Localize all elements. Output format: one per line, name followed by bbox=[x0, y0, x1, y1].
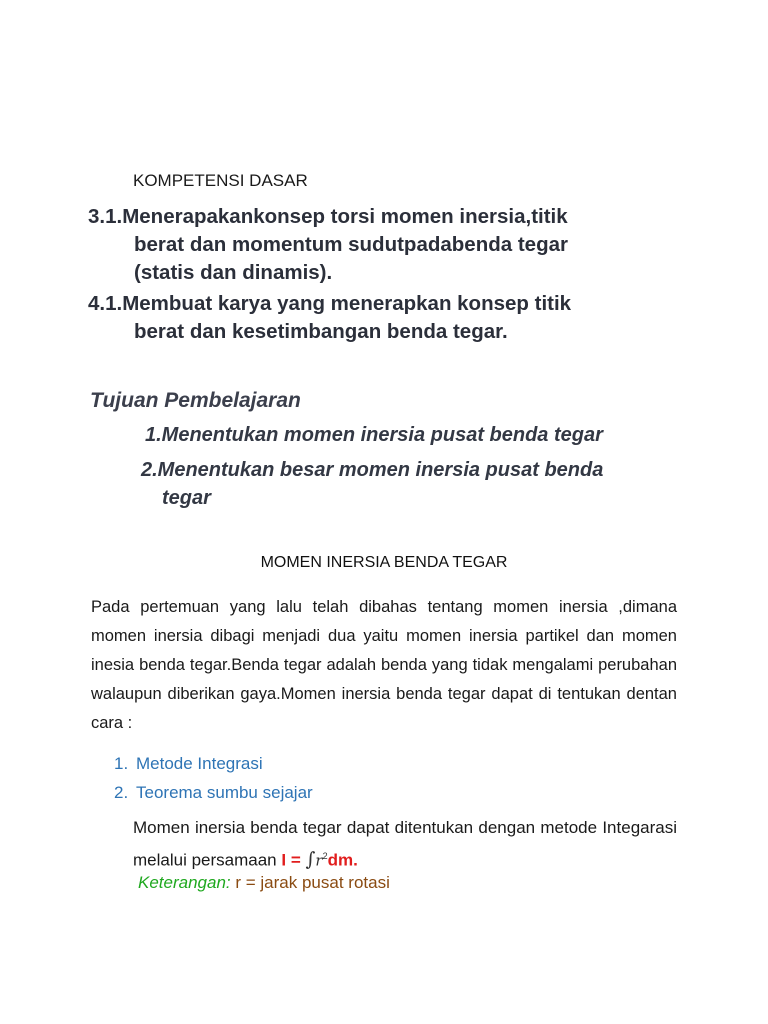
tujuan-item-2-line-2: tegar bbox=[162, 487, 211, 509]
method-description bbox=[133, 814, 677, 875]
kompetensi-item-1-line-1: 3.1.Menerapakankonsep torsi momen inersia,titik bbox=[88, 205, 568, 228]
keterangan-text: r = jarak pusat rotasi bbox=[235, 873, 390, 892]
section-title: MOMEN INERSIA BENDA TEGAR bbox=[260, 554, 508, 571]
method-label: Teorema sumbu sejajar bbox=[136, 783, 313, 802]
kompetensi-item-2-line-1: 4.1.Membuat karya yang menerapkan konsep titik bbox=[88, 292, 572, 315]
kompetensi-item-1-line-2: berat dan momentum sudutpadabenda tegar bbox=[134, 233, 568, 256]
method-list-item-2 bbox=[114, 783, 313, 803]
kompetensi-item-1-line-3: (statis dan dinamis). bbox=[134, 261, 333, 284]
formula-rhs: dm. bbox=[327, 850, 358, 870]
method-description-text: Momen inersia benda tegar dapat ditentukan dengan metode Integarasi melalui persamaan bbox=[133, 818, 677, 870]
kompetensi-heading: KOMPETENSI DASAR bbox=[133, 171, 308, 190]
formula-variable: r bbox=[315, 851, 323, 870]
intro-paragraph: Pada pertemuan yang lalu telah dibahas tentang momen inersia ,dimana momen inersia dibagi menjadi dua yaitu momen inersia partikel dan momen inesia benda tegar.Benda tegar adalah benda yang tidak mengalami perubahan walaupun diberikan gaya.Momen inersia benda tegar dapat di tentukan dentan cara : bbox=[91, 598, 677, 732]
tujuan-item-2-line-1: 2.Menentukan besar momen inersia pusat benda bbox=[141, 459, 604, 481]
list-number: 2. bbox=[114, 783, 129, 802]
keterangan-label: Keterangan: bbox=[138, 873, 231, 892]
method-list-item-1 bbox=[114, 754, 263, 774]
list-number: 1. bbox=[114, 754, 129, 773]
formula-lhs: I = bbox=[281, 850, 301, 870]
method-label: Metode Integrasi bbox=[136, 754, 263, 773]
kompetensi-item-2-line-2: berat dan kesetimbangan benda tegar. bbox=[134, 320, 508, 343]
keterangan-line bbox=[138, 873, 390, 893]
integral-symbol: ∫ bbox=[305, 848, 316, 871]
formula-exponent: 2 bbox=[322, 851, 328, 861]
tujuan-heading: Tujuan Pembelajaran bbox=[90, 389, 301, 412]
tujuan-item-1: 1.Menentukan momen inersia pusat benda tegar bbox=[145, 424, 603, 446]
